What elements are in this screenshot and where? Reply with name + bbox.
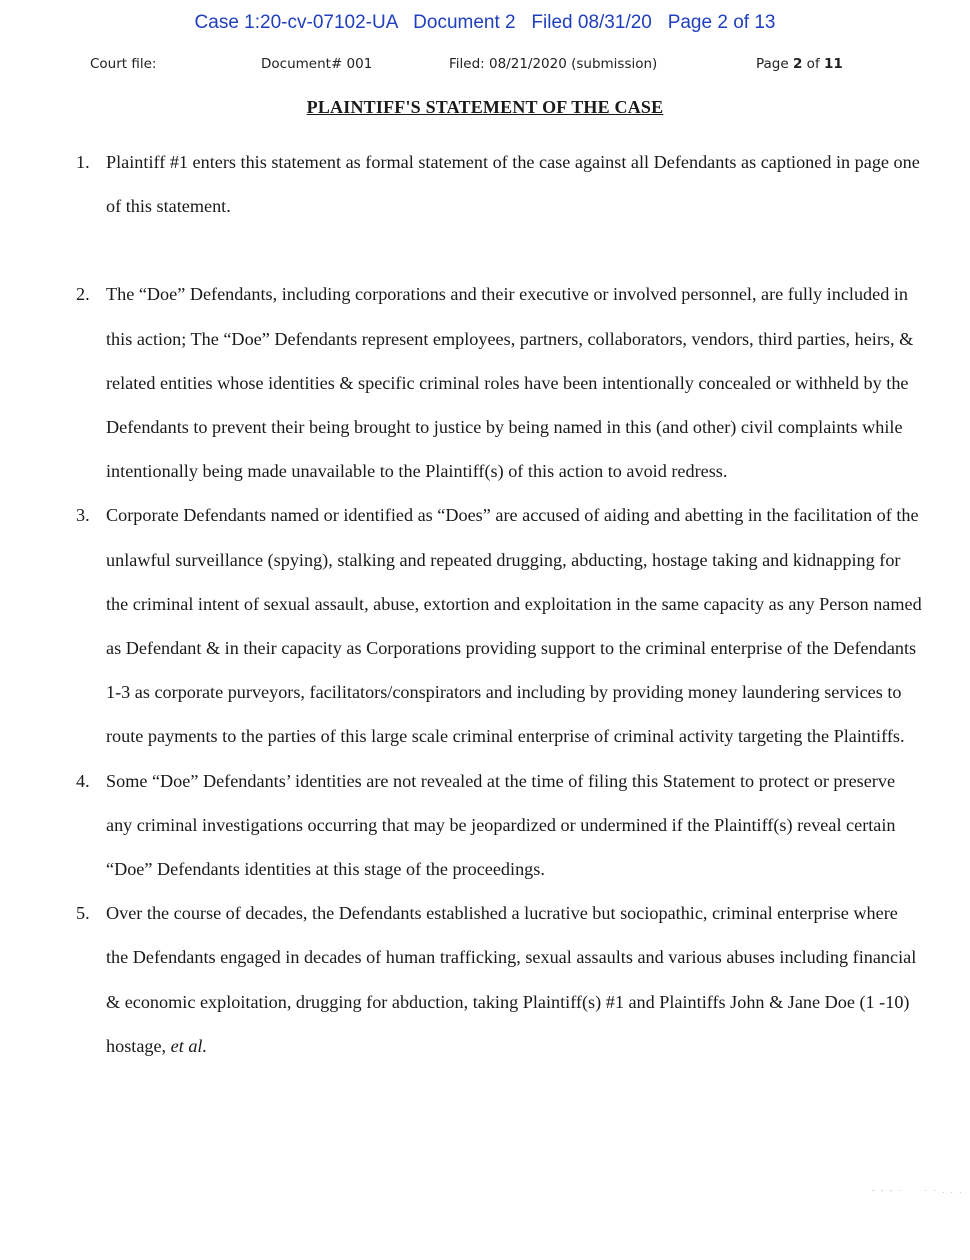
paragraph-text-italic: et al. <box>170 1035 208 1056</box>
scan-artifact: - - - · · · . . . <box>872 1186 964 1195</box>
paragraph-number: 4. <box>76 770 90 791</box>
paragraph-number: 3. <box>76 505 90 526</box>
document-title: PLAINTIFF'S STATEMENT OF THE CASE <box>306 97 664 117</box>
statement-paragraphs <box>72 140 922 1068</box>
court-info-row <box>0 56 970 76</box>
paragraph-1 <box>72 140 922 228</box>
page-current: 2 <box>792 56 803 72</box>
paragraph-text: Corporate Defendants named or identified as “Does” are accused of aiding and abetting in the facilitation of the unlawful surveillance (spying), stalking and repeated drugging, abducting, hostage taking and kidnapping for the criminal intent of sexual assault, abuse, extortion and exploitation in the same capacity as any Person named as Defendant & in their capacity as Corporations providing support to the criminal enterprise of the Defendants 1-3 as corporate purveyors, facilitators/conspirators and including by providing money laundering services to route payments to the parties of this large scale criminal enterprise of criminal activity targeting the Plaintiffs. <box>106 505 922 747</box>
page-mid: of <box>802 56 824 72</box>
paragraph-2 <box>72 272 922 493</box>
paragraph-number: 1. <box>76 152 90 172</box>
paragraph-text-main: Over the course of decades, the Defendants established a lucrative but sociopathic, criminal enterprise where the Defendants engaged in decades of human trafficking, sexual assaults and various abuses including financial & economic exploitation, drugging for abduction, taking Plaintiff(s) #1 and Plaintiffs John & Jane Doe (1 -10) hostage, <box>106 903 917 1056</box>
court-file-label: Court file: <box>90 56 157 72</box>
filed-date: Filed: 08/21/2020 (submission) <box>449 56 658 72</box>
paragraph-3 <box>72 493 922 758</box>
paragraph-number: 2. <box>76 284 90 305</box>
paragraph-text: The “Doe” Defendants, including corporations and their executive or involved personnel, are fully included in this action; The “Doe” Defendants represent employees, partners, collaborators, vendors, third parties, heirs, & related entities whose identities & specific criminal roles have been intentionally concealed or withheld by the Defendants to prevent their being brought to justice by being named in this (and other) civil complaints while intentionally being made unavailable to the Plaintiff(s) of this action to avoid redress. <box>106 284 914 482</box>
paragraph-text: Plaintiff #1 enters this statement as formal statement of the case against all Defendants as captioned in page one of this statement. <box>106 152 920 217</box>
paragraph-5 <box>72 891 922 1068</box>
paragraph-number: 5. <box>76 903 90 924</box>
page-prefix: Page <box>756 56 793 72</box>
page-total: 11 <box>824 56 843 72</box>
document-number: Document# 001 <box>261 56 373 72</box>
paragraph-4 <box>72 759 922 892</box>
ecf-filing-header: Case 1:20-cv-07102-UA Document 2 Filed 08/31/20 Page 2 of 13 <box>194 12 776 33</box>
paragraph-text: Some “Doe” Defendants’ identities are not revealed at the time of filing this Statement to protect or preserve any criminal investigations occurring that may be jeopardized or undermined if the Plaintiff(s) reveal certain “Doe” Defendants identities at this stage of the proceedings. <box>106 770 896 880</box>
paragraph-text <box>106 891 922 1068</box>
page-indicator <box>756 56 843 72</box>
